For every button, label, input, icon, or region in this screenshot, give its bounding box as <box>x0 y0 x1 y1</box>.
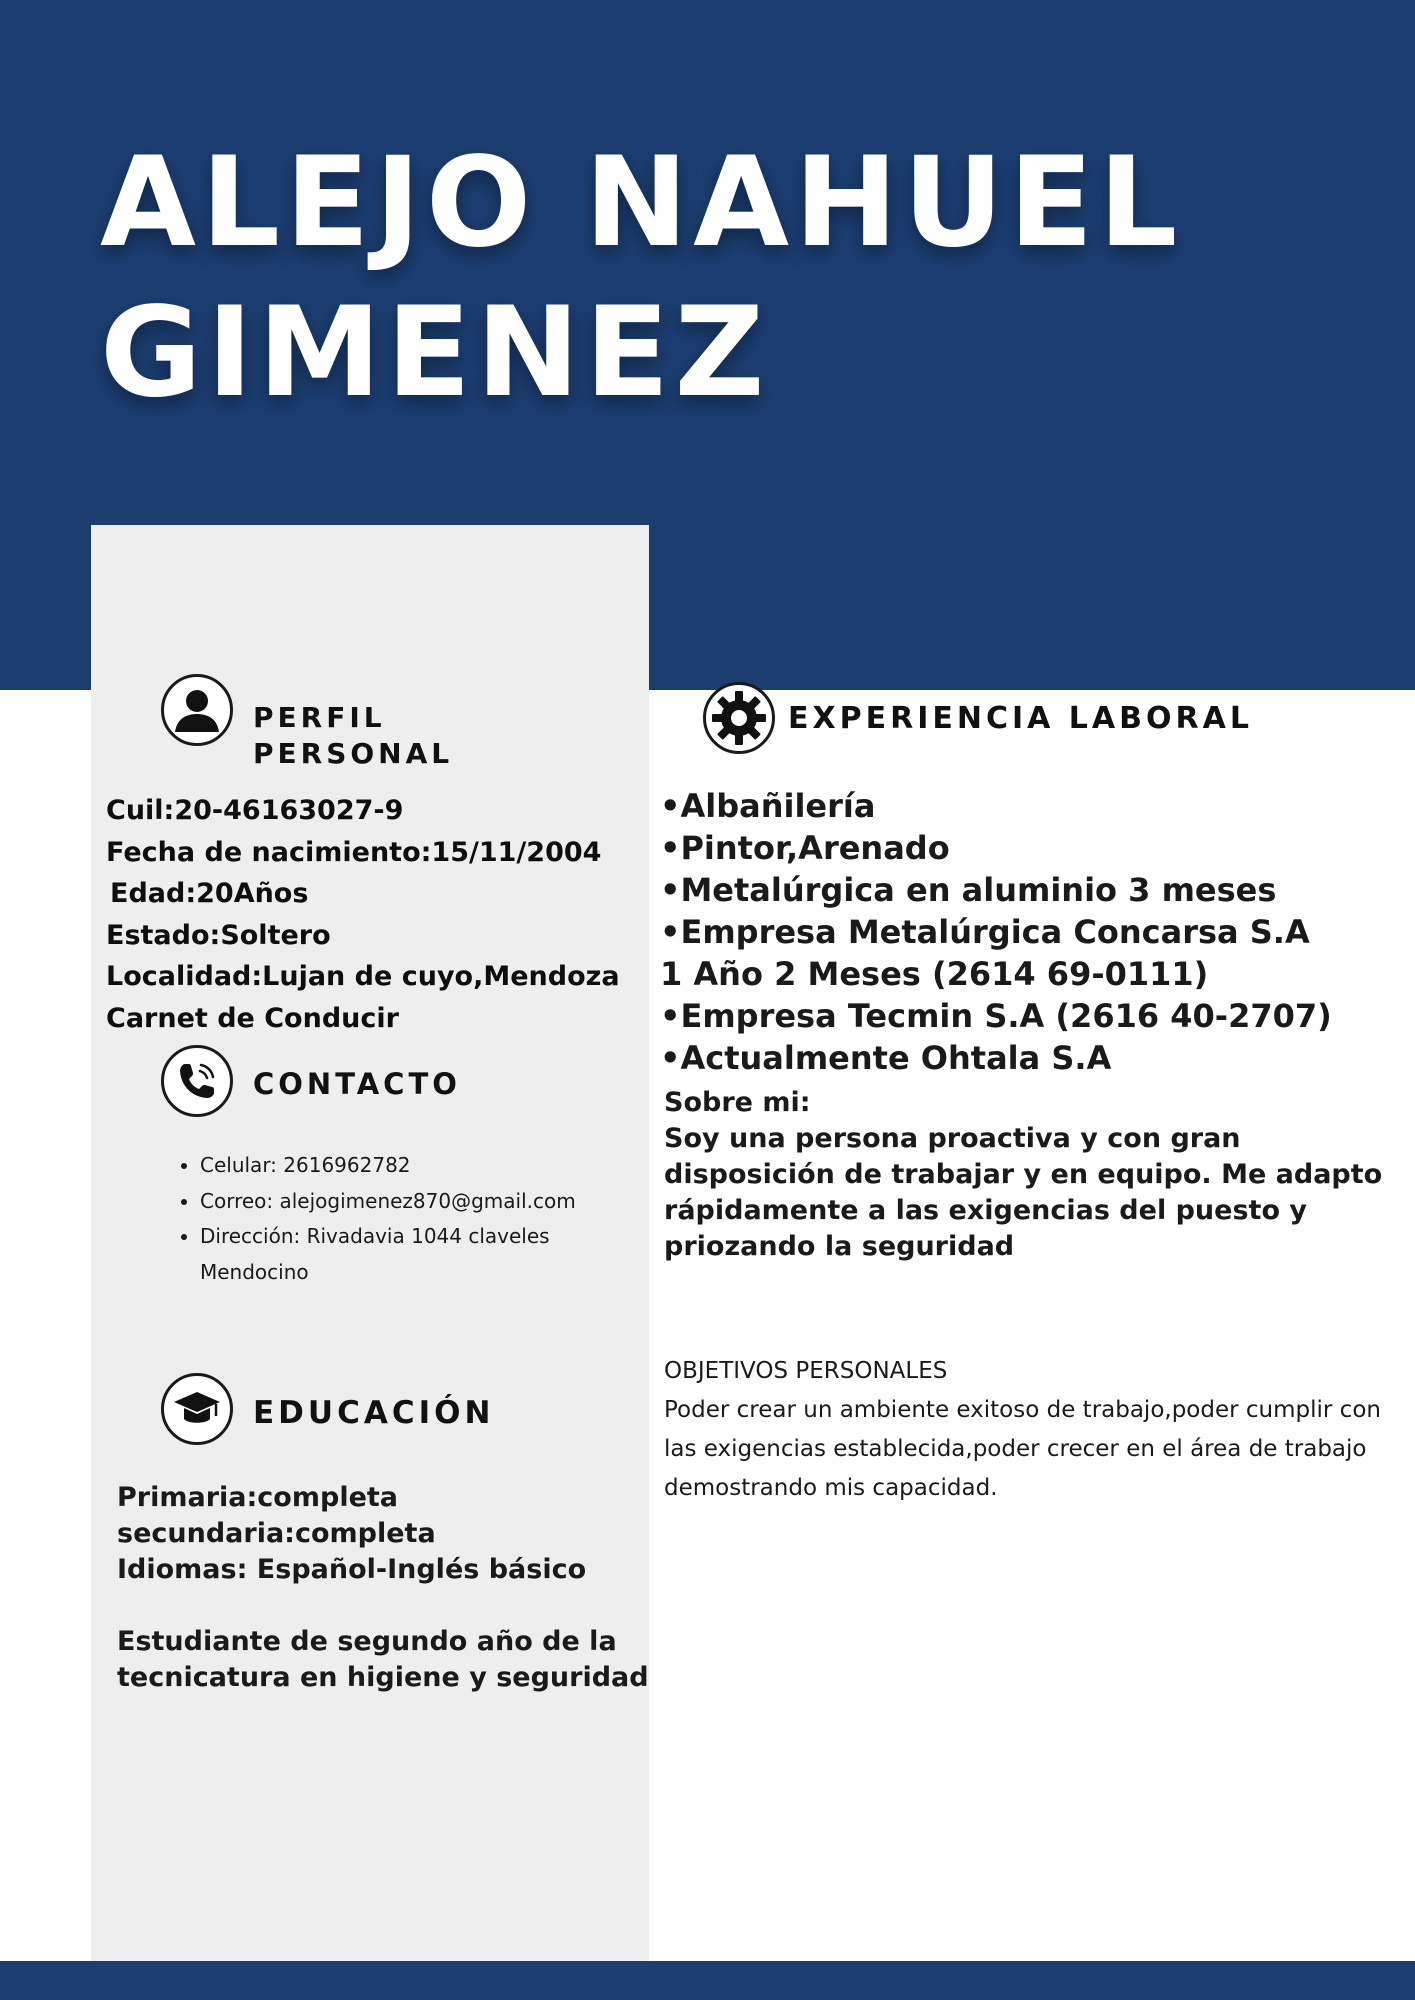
contact-section-title: CONTACTO <box>253 1067 461 1101</box>
objectives-line: Poder crear un ambiente exitoso de trabajo,poder cumplir con <box>664 1397 1381 1423</box>
about-line: disposición de trabajar y en equipo. Me adapto <box>664 1159 1383 1190</box>
experience-section-title: EXPERIENCIA LABORAL <box>788 701 1253 736</box>
experience-item: 1 Año 2 Meses (2614 69-0111) <box>660 955 1209 993</box>
contact-phone: • Celular: 2616962782 <box>200 1148 634 1184</box>
experience-item: •Empresa Metalúrgica Concarsa S.A <box>660 913 1310 951</box>
profile-cuil: Cuil:20-46163027-9 <box>106 795 404 826</box>
user-icon <box>161 674 233 746</box>
contact-email: • Correo: alejogimenez870@gmail.com <box>200 1184 634 1220</box>
objectives-heading: OBJETIVOS PERSONALES <box>664 1358 948 1384</box>
experience-item: •Metalúrgica en aluminio 3 meses <box>660 871 1277 909</box>
education-secondary: secundaria:completa <box>117 1518 436 1549</box>
objectives-line: demostrando mis capacidad. <box>664 1475 998 1501</box>
education-primary: Primaria:completa <box>117 1482 399 1513</box>
graduation-cap-icon <box>161 1373 233 1445</box>
about-me <box>664 1085 1404 1265</box>
about-heading: Sobre mi: <box>664 1087 811 1118</box>
profile-location: Localidad:Lujan de cuyo,Mendoza <box>106 961 620 993</box>
profile-license: Carnet de Conducir <box>106 1002 399 1034</box>
candidate-name <box>100 128 1390 428</box>
about-line: rápidamente a las exigencias del puesto y <box>664 1195 1307 1226</box>
education-section-title: EDUCACIÓN <box>253 1395 495 1431</box>
experience-list <box>660 785 1400 1079</box>
phone-icon <box>161 1045 233 1117</box>
profile-info <box>106 790 646 1040</box>
profile-title-line-2: PERSONAL <box>253 737 454 770</box>
education-study-line-2: tecnicatura en higiene y seguridad <box>117 1662 649 1693</box>
profile-birthdate: Fecha de nacimiento:15/11/2004 <box>106 836 602 868</box>
name-line-1: ALEJO NAHUEL <box>100 131 1183 275</box>
education-languages: Idiomas: Español-Inglés básico <box>117 1554 587 1585</box>
experience-item: •Empresa Tecmin S.A (2616 40-2707) <box>660 997 1332 1035</box>
experience-item: •Pintor,Arenado <box>660 829 950 867</box>
profile-marital-status: Estado:Soltero <box>106 919 331 951</box>
contact-address: • Dirección: Rivadavia 1044 claveles Mendocino <box>200 1219 634 1290</box>
education-details <box>117 1480 657 1696</box>
objectives-line: las exigencias establecida,poder crecer en el área de trabajo <box>664 1436 1367 1462</box>
about-line: priozando la seguridad <box>664 1231 1015 1262</box>
profile-section-title <box>253 700 453 772</box>
name-line-2: GIMENEZ <box>100 281 770 425</box>
profile-title-line-1: PERFIL <box>253 701 386 734</box>
education-study-line-1: Estudiante de segundo año de la <box>117 1626 617 1657</box>
experience-item: •Actualmente Ohtala S.A <box>660 1039 1112 1077</box>
footer-band <box>0 1961 1415 2000</box>
about-line: Soy una persona proactiva y con gran <box>664 1123 1241 1154</box>
experience-item: •Albañilería <box>660 787 876 825</box>
personal-objectives <box>664 1352 1404 1508</box>
contact-list <box>174 1148 634 1290</box>
gear-icon <box>703 682 775 754</box>
profile-age: Edad:20Años <box>110 878 309 910</box>
about-text <box>664 1121 1404 1265</box>
